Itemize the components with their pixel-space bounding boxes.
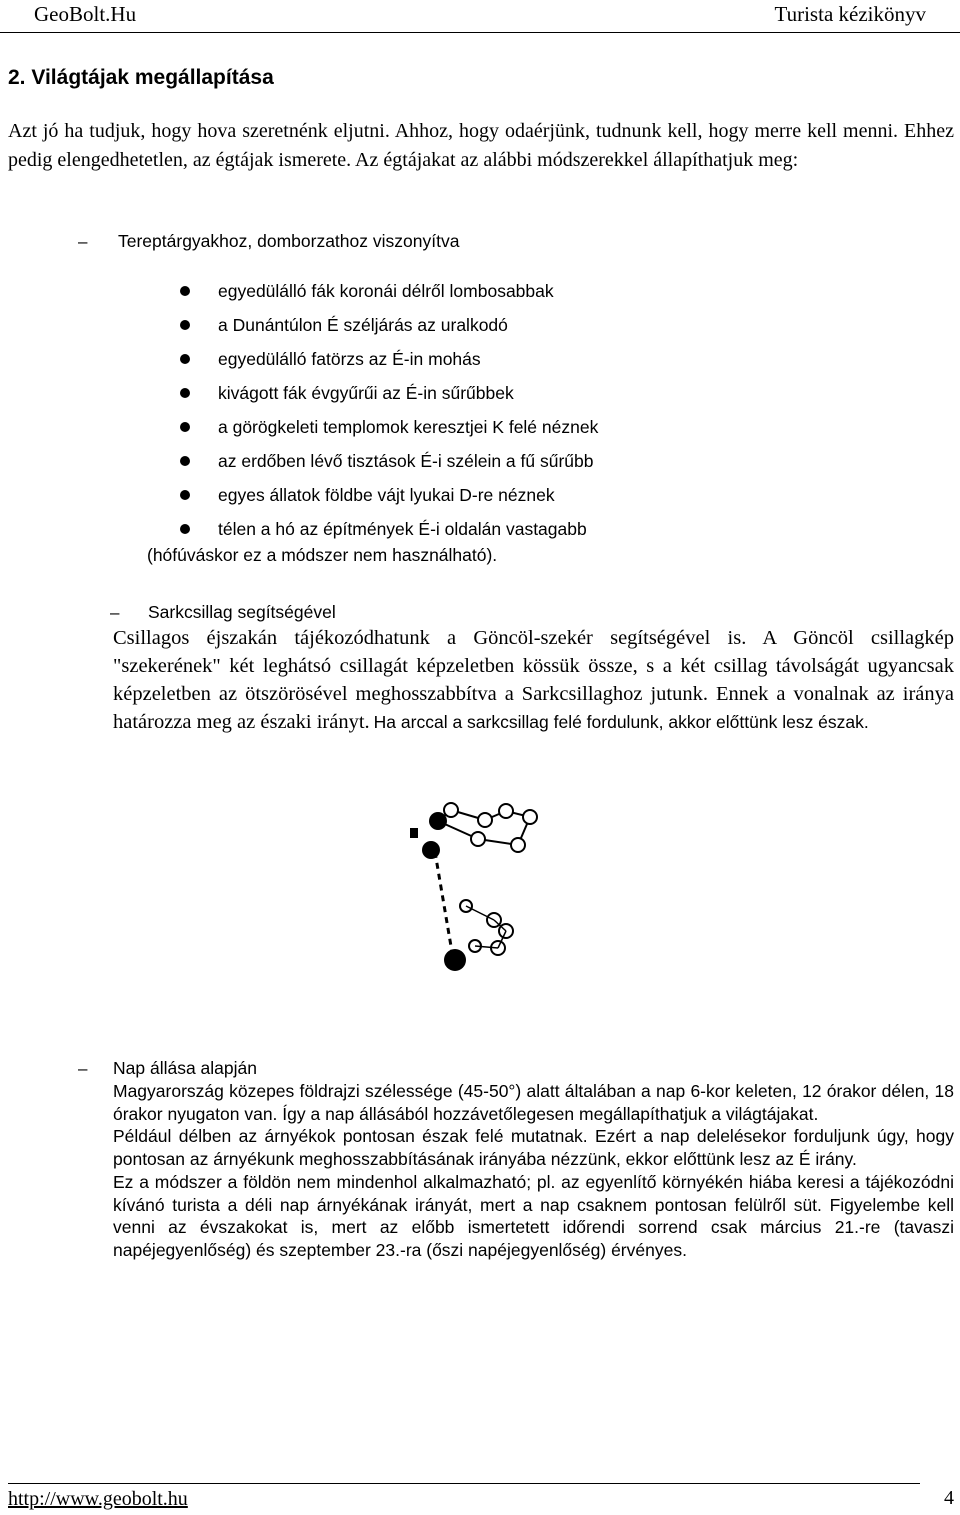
list-item-text: egyedülálló fák koronái délről lombosabbak: [218, 280, 554, 301]
star: [523, 810, 537, 824]
list-item: [180, 342, 598, 376]
list-dash: –: [78, 1059, 88, 1078]
method-heading-polaris: Sarkcsillag segítségével: [148, 602, 336, 622]
list-item-text: az erdőben lévő tisztások É-i szélein a fű sűrűbb: [218, 450, 594, 471]
footer-divider: [8, 1483, 920, 1484]
polaris-star: [444, 949, 466, 971]
list-item-text: egyedülálló fatörzs az É-in mohás: [218, 348, 481, 369]
dipper-stars: [444, 803, 537, 955]
list-dash: –: [110, 603, 120, 622]
bullet-dot: [180, 286, 190, 296]
terrain-bullet-list: [180, 274, 598, 546]
polaris-text-tail: Ha arccal a sarkcsillag felé fordulunk, akkor előttünk lesz észak.: [373, 712, 869, 732]
bullet-dot: [180, 490, 190, 500]
bullet-dot: [180, 320, 190, 330]
list-item: [180, 444, 598, 478]
list-item: [180, 308, 598, 342]
star: [444, 803, 458, 817]
bullet-dot: [180, 524, 190, 534]
big-dipper-figure: [395, 790, 555, 990]
sun-paragraph: Ez a módszer a földön nem mindenhol alkalmazható; pl. az egyenlítő környékén hiába keresi a tájékozódni kívánó turista a déli nap árnyékának irányát, mert a nap csaknem pontosan felülről süt. Figyelembe kell venni az évszakokat is, mert az előbb ismertetett időrendi sorrend csak március 21.-re (tavaszi napéjegyenlőség) és szeptember 23.-ra (őszi napéjegyenlőség) érvényes.: [113, 1171, 954, 1260]
star: [511, 838, 525, 852]
sun-paragraph: Például délben az árnyékok pontosan észak felé mutatnak. Ezért a nap delelésekor forduljunk úgy, hogy pontosan az árnyékunk meghosszabbításának irányába nézzünk, ekkor előttünk lesz az É irány.: [113, 1126, 954, 1170]
star: [499, 804, 513, 818]
header-site-name: GeoBolt.Hu: [34, 2, 137, 26]
method-heading-sun: Nap állása alapján: [113, 1058, 257, 1078]
list-item-text: a görögkeleti templomok keresztjei K felé néznek: [218, 416, 599, 437]
list-item: [180, 376, 598, 410]
sun-paragraphs: [113, 1080, 954, 1262]
terrain-note: (hófúváskor ez a módszer nem használható).: [147, 545, 498, 565]
star-marker: [410, 828, 418, 838]
list-item: [180, 478, 598, 512]
intro-paragraph: Azt jó ha tudjuk, hogy hova szeretnénk eljutni. Ahhoz, hogy odaérjünk, tudnunk kell, hogy merre kell menni. Ehhez pedig elengedhetetlen, az égtájak ismerete. Az égtájakat az alábbi módszerekkel állapíthatjuk meg:: [8, 120, 954, 171]
star: [422, 841, 440, 859]
list-dash: –: [78, 232, 88, 251]
list-item-text: kivágott fák évgyűrűi az É-in sűrűbbek: [218, 382, 514, 403]
list-item: [180, 410, 598, 444]
method-heading-terrain: Tereptárgyakhoz, domborzathoz viszonyítva: [118, 231, 460, 251]
bullet-dot: [180, 456, 190, 466]
bullet-dot: [180, 422, 190, 432]
pointer-line: [435, 852, 453, 958]
list-item: [180, 512, 598, 546]
star: [429, 812, 447, 830]
star: [478, 813, 492, 827]
bullet-dot: [180, 354, 190, 364]
header-book-title: Turista kézikönyv: [774, 2, 926, 26]
page-number: 4: [944, 1487, 954, 1509]
list-item-text: a Dunántúlon É széljárás az uralkodó: [218, 314, 508, 335]
pointer-stars: [410, 812, 466, 971]
header-divider: [0, 32, 960, 33]
polaris-text-main: Csillagos éjszakán tájékozódhatunk a Göncöl-szekér segítségével is. A Göncöl csillagkép "szekerének" két leghátsó csillagát képzeletben kössük össze, s a két csillag távolságát ugyancsak képzeletben az ötszörösével meghosszabbítva a Sarkcsillaghoz jutunk. Ennek a vonalnak az iránya határozza meg az északi irányt.: [113, 627, 954, 733]
section-title: 2. Világtájak megállapítása: [8, 66, 274, 89]
footer-website-link[interactable]: http://www.geobolt.hu: [8, 1488, 188, 1510]
polaris-paragraph: [113, 625, 954, 737]
list-item: [180, 274, 598, 308]
sun-paragraph: Magyarország közepes földrajzi szélessége (45-50°) alatt általában a nap 6-kor keleten, 12 órakor délen, 18 órakor nyugaton van. Így a nap állásából hozzávetőlegesen megállapíthatjuk a világtájakat.: [113, 1081, 954, 1124]
list-item-text: télen a hó az építmények É-i oldalán vastagabb: [218, 518, 587, 539]
bullet-dot: [180, 388, 190, 398]
list-item-text: egyes állatok földbe vájt lyukai D-re néznek: [218, 484, 555, 505]
star: [471, 832, 485, 846]
